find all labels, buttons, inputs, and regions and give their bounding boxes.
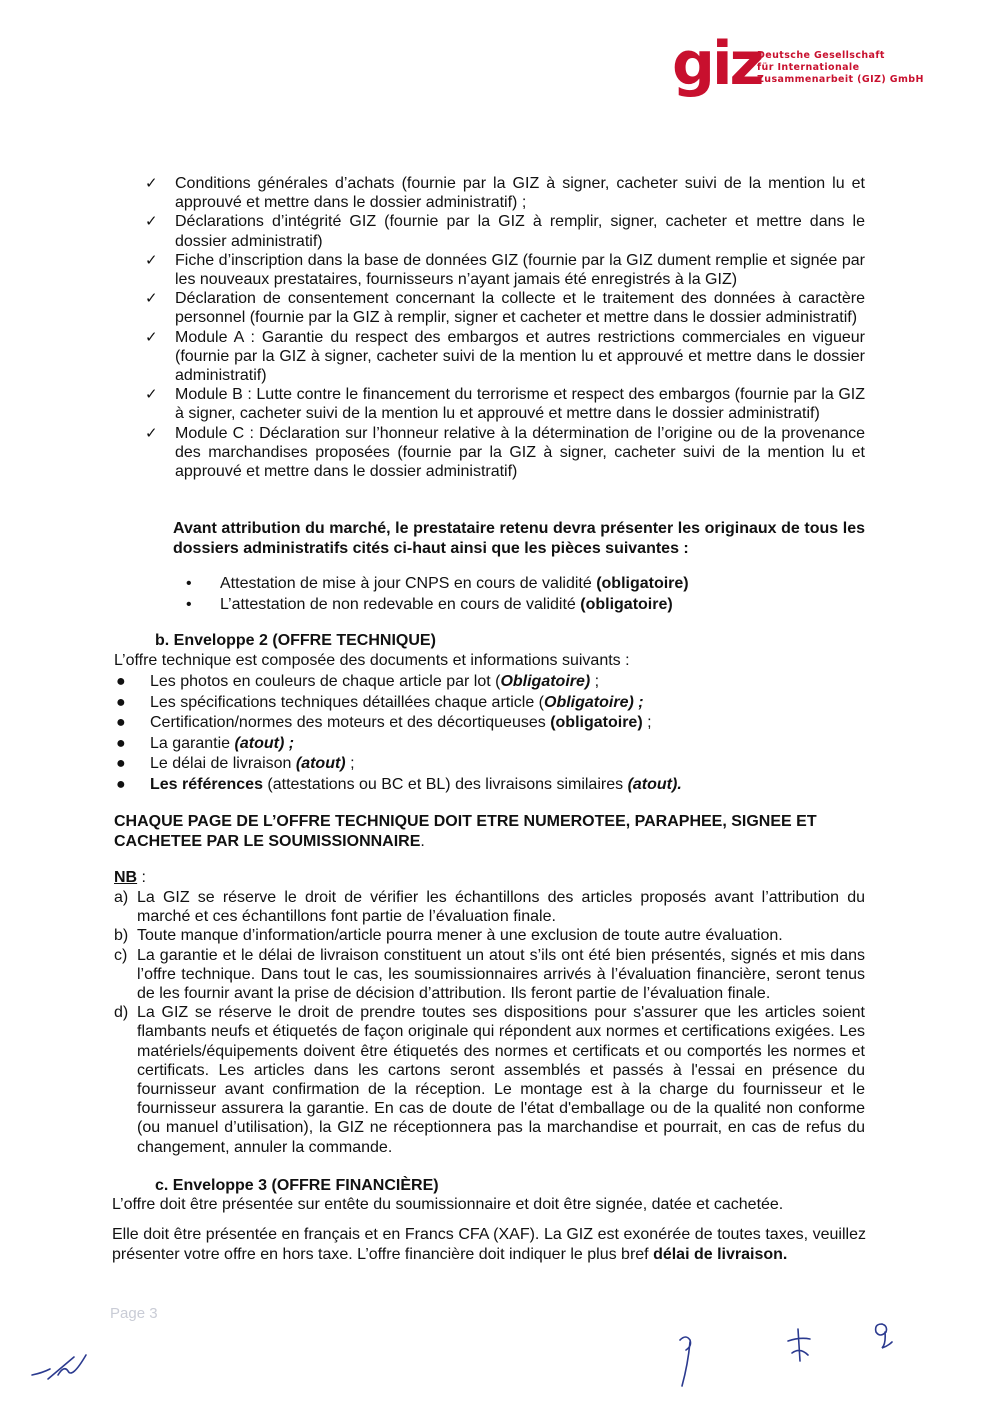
list-item-text: Certification/normes des moteurs et des décortiqueuses [150,714,551,731]
nb-label [114,869,146,887]
list-item-flag: Obligatoire) ; [544,693,644,711]
list-item-text: Attestation de mise à jour CNPS en cours de validité [220,575,597,592]
notice-text: . [420,832,425,850]
list-item [114,888,865,926]
handwritten-initial-2 [782,1325,818,1365]
list-item-text: La garantie [150,734,235,752]
checklist-item [145,212,865,250]
list-item [114,926,865,945]
list-item-text: Toute manque d’information/article pourra mener à une exclusion de toute autre évaluation. [137,927,783,945]
bullet-icon: ● [116,693,126,711]
envelope-2-heading: b. Enveloppe 2 (OFFRE TECHNIQUE) [155,632,436,649]
envelope-2-intro: L’offre technique est composée des documents et informations suivants : [114,652,630,669]
list-item-label: d) [114,1004,129,1022]
nb-label-text: NB [114,869,138,886]
checkmark-icon: ✓ [145,327,158,346]
administrative-documents-checklist [145,174,865,481]
checkmark-icon: ✓ [145,212,158,231]
list-item-label: a) [114,889,129,906]
checklist-item-text: Module B : Lutte contre le financement du terrorisme et respect des embargos (fournie par la GIZ à signer, cacheter suivi de la mention lu et approuvé et mettre dans le dossier administratif) [175,386,865,423]
list-item-text: L’attestation de non redevable en cours de validité [220,595,581,613]
handwritten-initial-1 [672,1330,702,1390]
checklist-item-text: Module C : Déclaration sur l’honneur relative à la détermination de l’origine ou de la provenance des marchandises proposées (fournie par la GIZ à signer, cacheter suivi de la mention lu et approuvé et mettre dans le dossier administratif) [175,424,865,481]
list-item [114,946,865,1004]
handwritten-initial-3 [868,1318,898,1352]
checklist-item [145,251,865,289]
envelope-3-heading: c. Enveloppe 3 (OFFRE FINANCIÈRE) [155,1177,439,1194]
technical-offer-list [114,672,874,795]
list-item [114,1003,865,1157]
list-item [114,734,874,755]
organization-name-line: für Internationale [757,62,860,73]
list-item-text: ; [590,673,600,690]
technical-offer-notice [114,812,866,851]
list-item-label: b) [114,927,129,945]
bullet-icon: ● [116,775,126,793]
list-item-flag: (atout) [295,755,346,772]
list-item-flag: (obligatoire) [550,714,643,731]
checkmark-icon: ✓ [145,174,158,192]
list-item [114,775,874,796]
list-item-text: ; [345,755,355,772]
page-number: Page 3 [110,1305,158,1322]
list-item-text: Les références [150,775,263,793]
checklist-item [145,289,865,327]
paragraph-text: Elle doit être présentée en français et en Francs CFA (XAF). La GIZ est exonérée de toutes taxes, veuillez présenter votre offre en hors taxe. L’offre financière doit indiquer le plus bref [112,1226,866,1263]
bullet-icon: • [186,595,192,613]
list-item [184,574,824,595]
checklist-item [145,385,865,423]
list-item-flag: (atout) ; [234,734,295,752]
nb-label-text: : [137,869,146,886]
list-item-label: c) [114,946,128,964]
checklist-item-text: Module A : Garantie du respect des embargos et autres restrictions commerciales en vigueur (fournie par la GIZ à signer, cacheter suivi de la mention lu et approuvé et mettre dans le dossier administratif) [175,328,865,385]
list-item [114,693,874,714]
list-item-text: Les photos en couleurs de chaque article par lot ( [150,673,501,690]
list-item [114,754,874,775]
list-item-text: La garantie et le délai de livraison constituent un atout s’ils ont été bien présentés, signés et mis dans l’offre technique. Dans tout le cas, les soumissionnaires arrivés à l’évaluation financière, seront tenus de les fournir avant la prise de décision d’attribution. Ils feront partie de l’évaluation finale. [137,946,865,1003]
list-item-flag: (atout). [627,775,682,793]
list-item-text: La GIZ se réserve le droit de vérifier les échantillons des articles proposés avant l’attribution du marché et ces échantillons font partie de l’évaluation finale. [137,889,865,926]
checklist-item [145,174,865,212]
checklist-item-text: Conditions générales d’achats (fournie par la GIZ à signer, cacheter suivi de la mention lu et approuvé et mettre dans le dossier administratif) ; [175,175,865,212]
list-item-text: Le délai de livraison [150,755,296,772]
list-item-flag: Obligatoire) [500,673,591,690]
list-item-flag: (obligatoire) [596,575,689,592]
checkmark-icon: ✓ [145,423,158,442]
list-item-text: (attestations ou BC et BL) des livraisons similaires [262,775,628,793]
checklist-item [145,328,865,386]
notice-text: CHAQUE PAGE DE L’OFFRE TECHNIQUE DOIT ETRE NUMEROTEE, PARAPHEE, SIGNEE ET CACHETEE PAR LE SOUMISSIONNAIRE [114,813,817,850]
organization-name-line: Zusammenarbeit (GIZ) GmbH [757,74,924,85]
award-requirements-intro: Avant attribution du marché, le prestataire retenu devra présenter les originaux de tous les dossiers administratifs cités ci-haut ainsi que les pièces suivantes : [173,520,865,557]
list-item-text: ; [642,714,652,731]
organization-name [757,50,924,86]
list-item [114,713,874,734]
giz-logo-mark: giz [672,29,762,99]
bullet-icon: ● [116,673,126,690]
list-item [184,595,824,616]
financial-offer-paragraph [112,1225,866,1264]
list-item [114,672,874,693]
paragraph-text: délai de livraison. [653,1245,788,1263]
list-item-text: La GIZ se réserve le droit de prendre toutes ses dispositions pour s'assurer que les articles soient flambants neufs et étiquetés de façon originale qui répondent aux normes et certifications exigées. Les matériels/équipements doivent être étiquetés des normes et certificats et ou comportés les normes et certificats. Les articles dans les cartons seront assemblés et passés à l'essai en présence du fournisseur avant confirmation de la réception. Le montage est à la charge du fournisseur et le fournisseur assurera la garantie. En cas de doute de l'état d'emballage ou de la qualité non conforme (ou manuel d’utilisation), la GIZ ne réceptionnera pas la marchandise et pourrait, en cas de refus du changement, annuler la commande. [137,1004,865,1156]
bullet-icon: • [186,575,192,592]
nb-notes-list [114,888,865,1157]
bullet-icon: ● [116,755,126,772]
bullet-icon: ● [116,714,126,731]
checklist-item-text: Déclaration de consentement concernant la collecte et le traitement des données à caractère personnel (fournie par la GIZ à remplir, signer et cacheter et mettre dans le dossier administratif) [175,290,865,327]
checklist-item-text: Fiche d’inscription dans la base de données GIZ (fournie par la GIZ dument remplie et signée par les nouveaux prestataires, fournisseurs n’ayant jamais été enregistrés à la GIZ) [175,251,865,289]
list-item-text: Les spécifications techniques détaillées chaque article ( [150,693,545,711]
award-requirements-list [184,574,824,615]
checklist-item-text: Déclarations d’intégrité GIZ (fournie par la GIZ à remplir, signer, cacheter et mettre dans le dossier administratif) [175,213,865,250]
bullet-icon: ● [116,734,126,752]
checkmark-icon: ✓ [145,385,158,404]
checkmark-icon: ✓ [145,289,158,308]
checkmark-icon: ✓ [145,250,158,269]
handwritten-initial-left [28,1345,98,1385]
list-item-flag: (obligatoire) [580,595,673,613]
organization-name-line: Deutsche Gesellschaft [757,50,885,61]
financial-offer-paragraph: L’offre doit être présentée sur entête du soumissionnaire et doit être signée, datée et cachetée. [112,1196,784,1213]
checklist-item [145,424,865,482]
